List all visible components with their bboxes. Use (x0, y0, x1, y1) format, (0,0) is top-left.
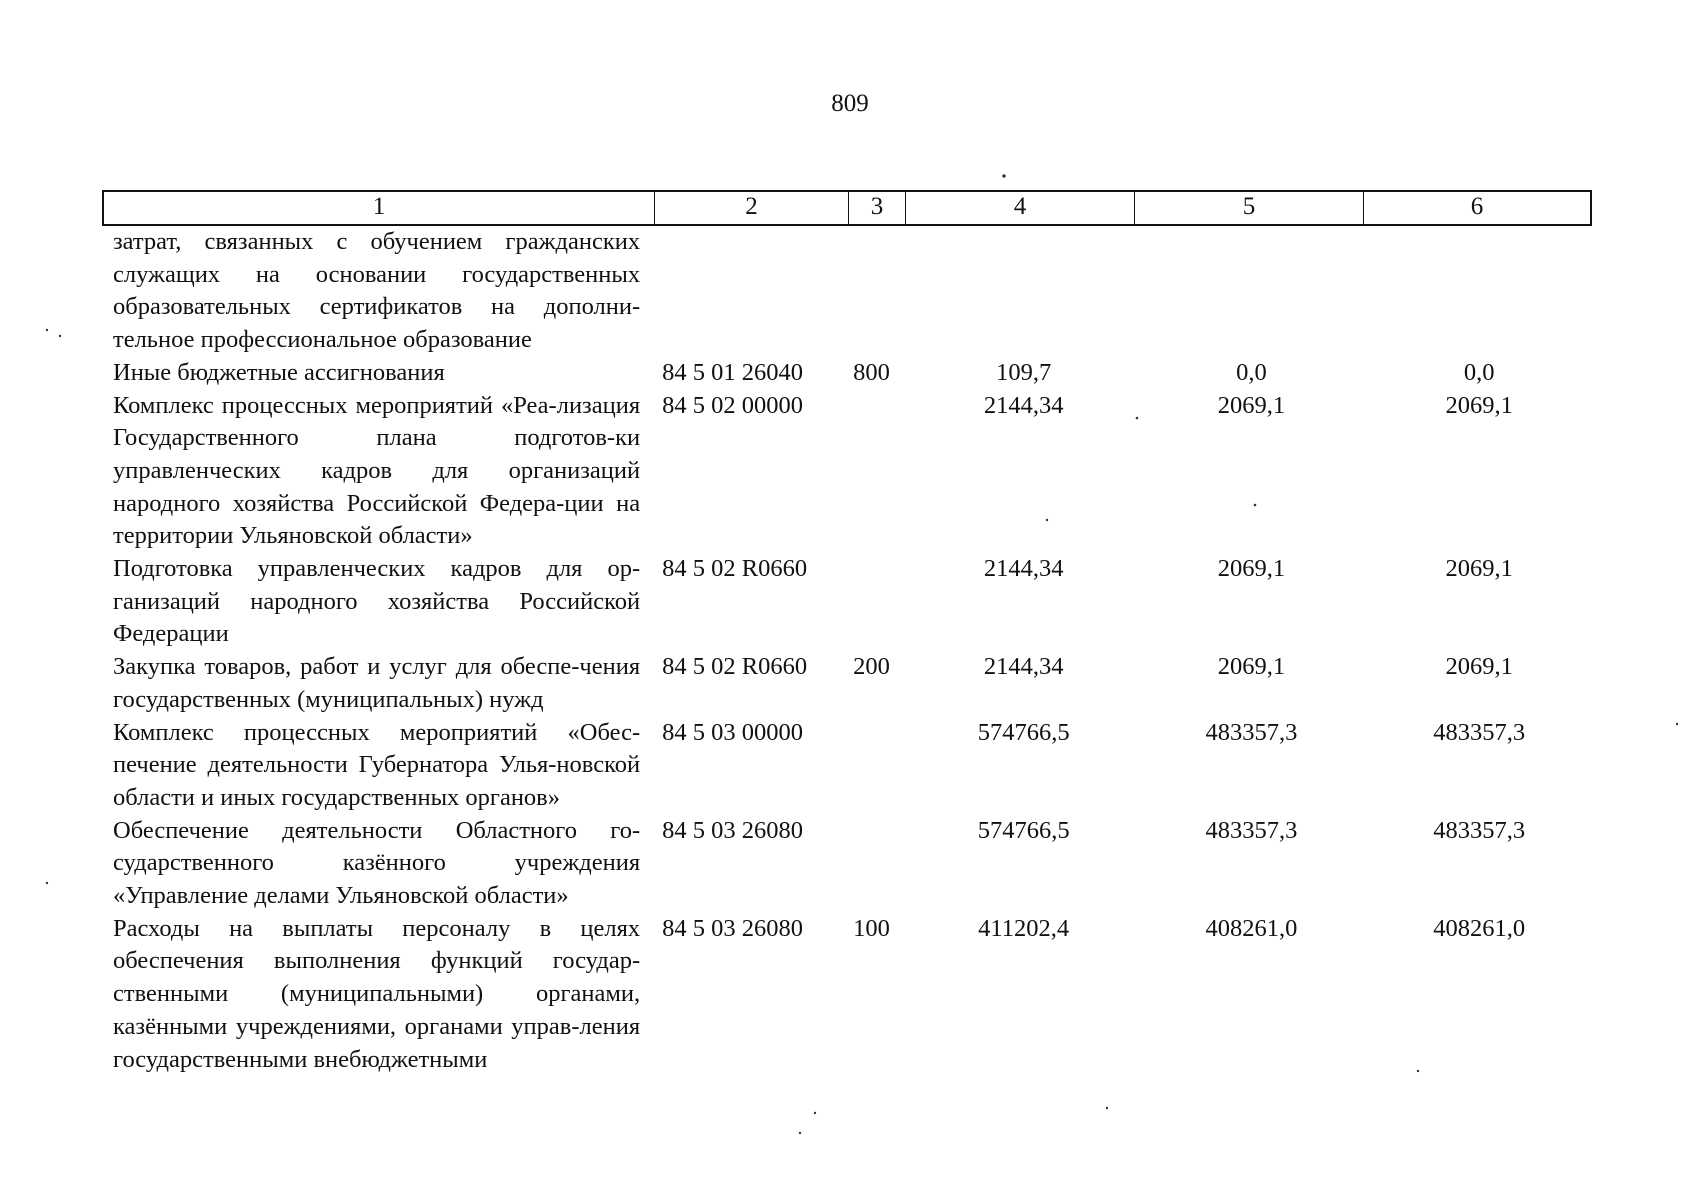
row-value-4: 2144,34 (983, 653, 1064, 681)
table-row (113, 553, 1593, 651)
row-code: 84 5 02 R0660 (662, 555, 808, 583)
header-cell-1: 1 (104, 192, 655, 224)
row-value-6: 2069,1 (1445, 555, 1513, 583)
row-code: 84 5 01 26040 (662, 358, 803, 386)
row-value-4: 411202,4 (978, 914, 1070, 942)
row-value-5: 2069,1 (1217, 391, 1286, 419)
row-value-5: 2069,1 (1217, 653, 1286, 681)
page-number: 809 (831, 90, 869, 117)
table-row (113, 226, 1593, 357)
row-type: 200 (853, 653, 890, 681)
row-code: 84 5 03 26080 (662, 816, 803, 844)
table-row (113, 390, 1593, 554)
row-value-5: 2069,1 (1217, 555, 1286, 583)
row-value-4: 109,7 (996, 358, 1052, 386)
row-value-6: 0,0 (1463, 358, 1495, 386)
header-cell-6: 6 (1470, 193, 1484, 220)
row-name: затрат, связанных с обучением гражданских служащих на основании государственных образовательных сертификатов на дополни-тельное профессиональное образование (113, 228, 641, 354)
row-name: Комплекс процессных мероприятий «Реа-лизация Государственного плана подготов-ки управленческих кадров для организаций народного хозяйства Российской Федера-ции на территории Ульяновской области» (113, 391, 641, 550)
row-value-5: 408261,0 (1205, 914, 1298, 942)
row-code: 84 5 03 26080 (662, 914, 803, 942)
row-code: 84 5 02 00000 (662, 391, 803, 419)
table-body (113, 226, 1593, 1076)
row-value-4: 2144,34 (983, 555, 1064, 583)
row-value-6: 2069,1 (1445, 391, 1513, 419)
row-name: Подготовка управленческих кадров для ор-ганизаций народного хозяйства Российской Федерации (113, 555, 641, 648)
row-value-4: 2144,34 (983, 391, 1064, 419)
row-value-6: 483357,3 (1433, 718, 1526, 746)
header-cell-4: 4 (906, 192, 1135, 224)
table-header (102, 190, 1592, 226)
row-value-6: 2069,1 (1445, 653, 1513, 681)
table-row (113, 357, 1593, 390)
row-value-5: 0,0 (1236, 358, 1267, 386)
row-name: Комплекс процессных мероприятий «Обес-печение деятельности Губернатора Улья-новской области и иных государственных органов» (113, 718, 641, 811)
row-value-5: 483357,3 (1205, 718, 1298, 746)
row-name: Обеспечение деятельности Областного го-сударственного казённого учреждения «Управление делами Ульяновской области» (113, 816, 641, 910)
table-row (113, 651, 1593, 716)
row-name: Иные бюджетные ассигнования (113, 358, 445, 386)
row-code: 84 5 03 00000 (662, 718, 803, 746)
row-value-5: 483357,3 (1205, 816, 1298, 844)
row-type: 800 (853, 358, 890, 386)
row-value-4: 574766,5 (977, 718, 1070, 746)
header-cell-5: 5 (1135, 192, 1364, 224)
row-code: 84 5 02 R0660 (662, 653, 808, 681)
row-name: Закупка товаров, работ и услуг для обеспе-чения государственных (муниципальных) нужд (113, 653, 641, 713)
header-cell-2: 2 (655, 192, 849, 224)
table-row (113, 913, 1593, 1077)
row-value-6: 483357,3 (1433, 816, 1526, 844)
table-row (113, 717, 1593, 815)
row-name: Расходы на выплаты персоналу в целях обеспечения выполнения функций государ-ственными (муниципальными) органами, казёнными учреждениями, органами управ-ления государственными внебюджетными (113, 914, 641, 1073)
row-value-6: 408261,0 (1433, 914, 1526, 942)
table-row (113, 815, 1593, 913)
row-type: 100 (853, 914, 890, 942)
row-value-4: 574766,5 (977, 816, 1070, 844)
header-cell-3: 3 (849, 192, 906, 224)
